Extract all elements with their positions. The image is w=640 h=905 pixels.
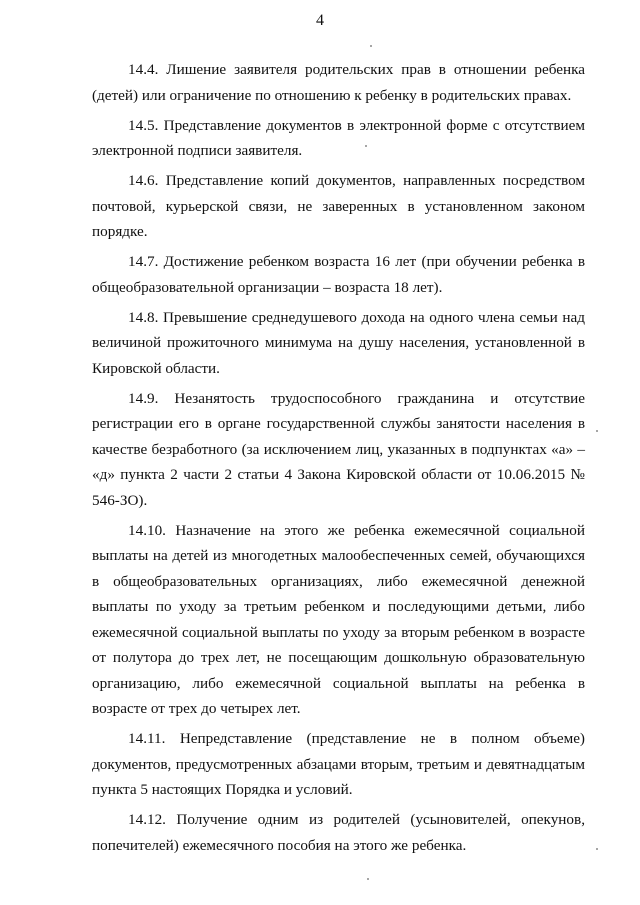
scan-speck xyxy=(596,430,598,432)
scan-speck xyxy=(365,145,367,147)
paragraph-14-8: 14.8. Превышение среднедушевого дохода на одного члена семьи над величиной прожиточного минимума на душу населения, установленной в Кировской области. xyxy=(92,308,585,377)
paragraph-14-5: 14.5. Представление документов в электронной форме с отсутствием электронной подписи заявителя. xyxy=(92,116,585,159)
paragraph-14-10: 14.10. Назначение на этого же ребенка ежемесячной социальной выплаты на детей из многодетных малообеспеченных семей, обучающихся в общеобразовательных организациях, либо ежемесячной денежной выплаты по уходу за третьим ребенком и последующими детьми, либо ежемесячной социальной выплаты по уходу за вторым ребенком в возрасте от полутора до трех лет, не посещающим дошкольную образовательную организацию, либо ежемесячной социальной выплаты на ребенка в возрасте от трех до четырех лет. xyxy=(92,521,585,717)
paragraph-14-9: 14.9. Незанятость трудоспособного гражданина и отсутствие регистрации его в органе государственной службы занятости населения в качестве безработного (за исключением лиц, указанных в подпунктах «а» – «д» пункта 2 части 2 статьи 4 Закона Кировской области от 10.06.2015 № 546-ЗО). xyxy=(92,389,585,509)
page-number: 4 xyxy=(316,12,324,29)
paragraph-14-4: 14.4. Лишение заявителя родительских прав в отношении ребенка (детей) или ограничение по отношению к ребенку в родительских правах. xyxy=(92,61,585,104)
paragraph-14-12: 14.12. Получение одним из родителей (усыновителей, опекунов, попечителей) ежемесячного пособия на этого же ребенка. xyxy=(92,811,585,854)
paragraph-14-6: 14.6. Представление копий документов, направленных посредством почтовой, курьерской связи, не заверенных в установленном законом порядке. xyxy=(92,172,585,240)
scan-speck xyxy=(370,45,372,47)
document-body xyxy=(92,57,585,863)
scan-speck xyxy=(596,848,598,850)
paragraph-14-7: 14.7. Достижение ребенком возраста 16 лет (при обучении ребенка в общеобразовательной организации – возраста 18 лет). xyxy=(92,253,585,296)
paragraph-14-11: 14.11. Непредставление (представление не в полном объеме) документов, предусмотренных абзацами вторым, третьим и девятнадцатым пункта 5 настоящих Порядка и условий. xyxy=(92,730,585,798)
scan-speck xyxy=(367,878,369,880)
